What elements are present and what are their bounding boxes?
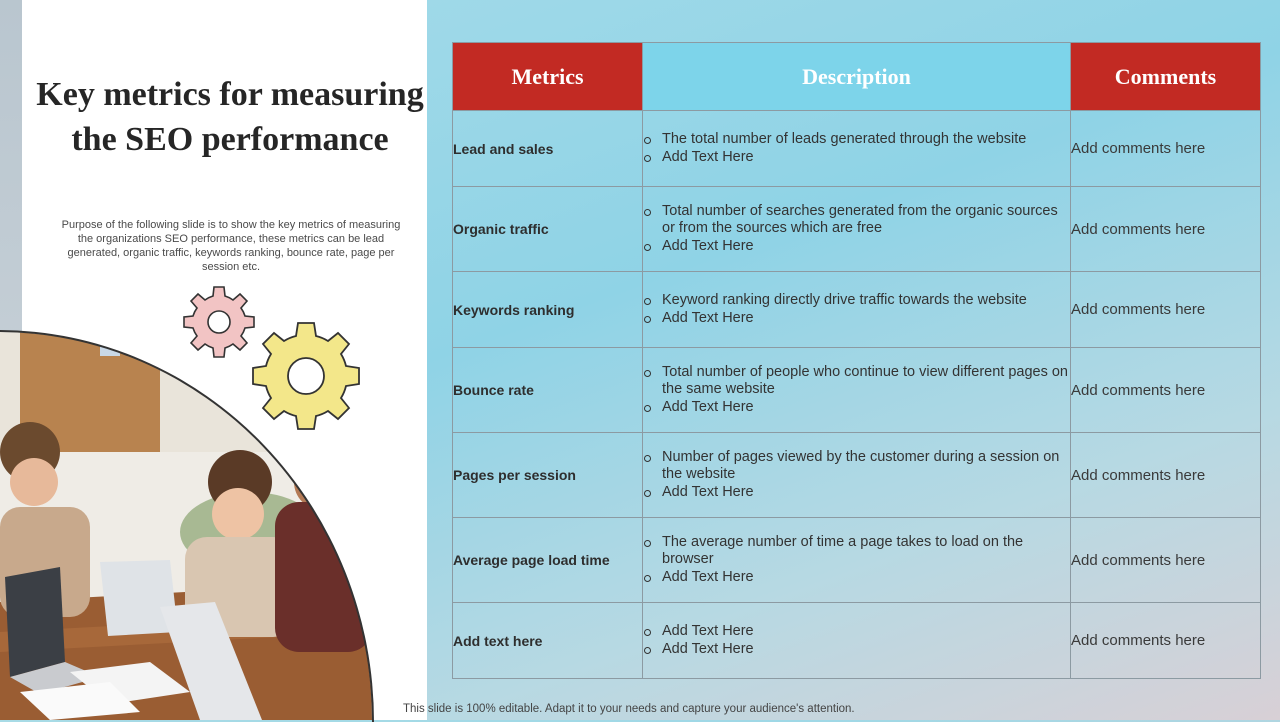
- description-bullet: Add Text Here: [643, 399, 1070, 417]
- table-row: [453, 187, 1261, 272]
- description-bullet: Keyword ranking directly drive traffic towards the website: [643, 292, 1070, 310]
- header-metrics: Metrics: [453, 43, 643, 111]
- description-bullet: Add Text Here: [643, 238, 1070, 256]
- metric-name: Lead and sales: [453, 111, 643, 187]
- metric-comment: Add comments here: [1071, 348, 1261, 433]
- metric-comment: Add comments here: [1071, 518, 1261, 603]
- description-bullet: Total number of people who continue to view different pages on the same website: [643, 364, 1070, 399]
- metric-comment: Add comments here: [1071, 111, 1261, 187]
- description-bullet: The total number of leads generated through the website: [643, 131, 1070, 149]
- description-bullet: Number of pages viewed by the customer during a session on the website: [643, 449, 1070, 484]
- table-row: [453, 348, 1261, 433]
- metric-description: [643, 111, 1071, 187]
- metric-comment: Add comments here: [1071, 272, 1261, 348]
- metric-name: Bounce rate: [453, 348, 643, 433]
- metric-comment: Add comments here: [1071, 187, 1261, 272]
- header-description: Description: [643, 43, 1071, 111]
- metric-description: [643, 433, 1071, 518]
- metric-comment: Add comments here: [1071, 603, 1261, 679]
- table-row: [453, 433, 1261, 518]
- gear-icon: [182, 285, 256, 359]
- description-bullet: Add Text Here: [643, 569, 1070, 587]
- metric-description: [643, 603, 1071, 679]
- description-bullet: The average number of time a page takes to load on the browser: [643, 534, 1070, 569]
- metric-name: Organic traffic: [453, 187, 643, 272]
- metric-description: [643, 348, 1071, 433]
- slide-footer: This slide is 100% editable. Adapt it to your needs and capture your audience's attention.: [403, 703, 855, 715]
- metric-name: Keywords ranking: [453, 272, 643, 348]
- slide-subtitle: Purpose of the following slide is to show the key metrics of measuring the organizations SEO performance, these metrics can be lead generated, organic traffic, keywords ranking, bounce rate, page per session etc.: [61, 219, 401, 273]
- table-row: [453, 603, 1261, 679]
- table-row: [453, 272, 1261, 348]
- header-comments: Comments: [1071, 43, 1261, 111]
- table-header-row: [453, 43, 1261, 111]
- metric-name: Add text here: [453, 603, 643, 679]
- description-bullet: Add Text Here: [643, 623, 1070, 641]
- metrics-table: [452, 42, 1261, 679]
- slide-title: Key metrics for measuring the SEO performance: [36, 76, 424, 158]
- metric-description: [643, 187, 1071, 272]
- description-bullet: Add Text Here: [643, 310, 1070, 328]
- metric-name: Average page load time: [453, 518, 643, 603]
- description-bullet: Add Text Here: [643, 484, 1070, 502]
- description-bullet: Total number of searches generated from the organic sources or from the sources which are free: [643, 203, 1070, 238]
- metric-name: Pages per session: [453, 433, 643, 518]
- description-bullet: Add Text Here: [643, 641, 1070, 659]
- table-row: [453, 111, 1261, 187]
- gear-icon: [250, 320, 362, 432]
- metric-comment: Add comments here: [1071, 433, 1261, 518]
- table-row: [453, 518, 1261, 603]
- metric-description: [643, 272, 1071, 348]
- metric-description: [643, 518, 1071, 603]
- description-bullet: Add Text Here: [643, 149, 1070, 167]
